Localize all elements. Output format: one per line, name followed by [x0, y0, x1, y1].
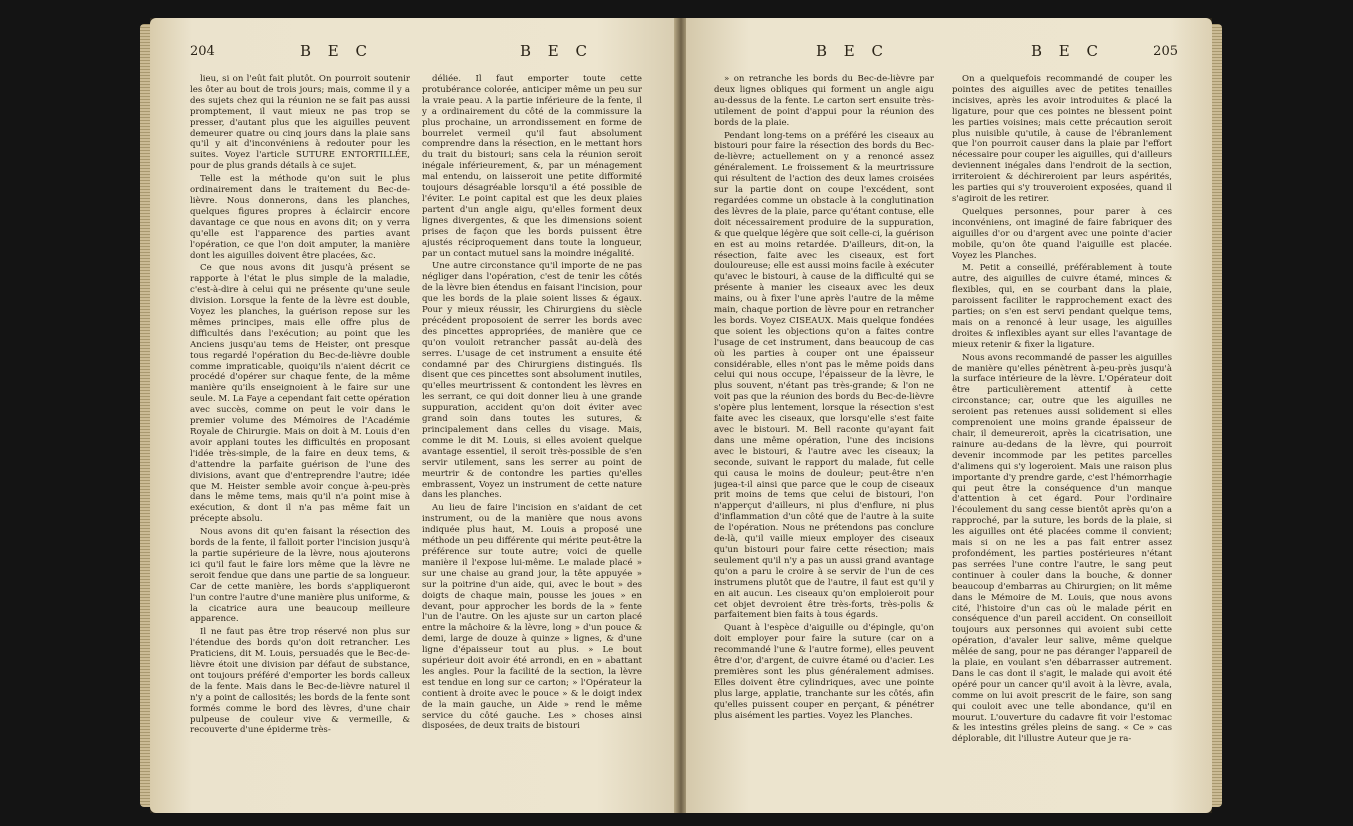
- paragraph: Quant à l'espèce d'aiguille ou d'épingle, qu'on doit employer pour faire la suture (car on a recommandé l'une & l'autre forme), elles peuvent être d'or, d'argent, de cuivre étamé ou d'acier. Les premières sont les plus généralement admises. Elles doivent être cylindriques, avec une pointe plus large, applatie, tranchante sur les côtés, afin qu'elles puissent couper en perçant, & pénétrer plus aisément les parties. Voyez les Planches.: [714, 623, 934, 721]
- paragraph: déliée. Il faut emporter toute cette protubérance colorée, anticiper même un peu sur la vraie peau. A la partie inférieure de la fente, il y a ordinairement du côté de la commissure la plus prochaine, un arrondissement en forme de bourrelet vermeil qu'il faut absolument comprendre dans la résection, en le mettant hors du trait du bistouri; sans cela la réunion seroit inégale inférieurement, &, par un ménagement mal entendu, on laisseroit une petite difformité toujours désagréable lorsqu'il a été possible de l'éviter. Le point capital est que les deux plaies partent d'un angle aigu, qu'elles forment deux lignes divergentes, & que les dimensions soient prises de façon que les bords puissent être ajustés réciproquement dans toute la longueur, par un contact mutuel sans la moindre inégalité.: [422, 74, 642, 259]
- paragraph: Quelques personnes, pour parer à ces inconvéniens, ont imaginé de faire fabriquer des aiguilles d'or ou d'argent avec une pointe d'acier mobile, qu'on ôte quand l'aiguille est placée. Voyez les Planches.: [952, 206, 1172, 261]
- left-running-head-2: B E C: [520, 42, 593, 60]
- paragraph: Pendant long-tems on a préféré les ciseaux au bistouri pour faire la résection des bords du Bec-de-lièvre; actuellement on y a renoncé assez généralement. Le froissement & la meurtrissure qui résultent de l'action des deux lames croisées sur la partie dont on coupe l'excédent, sont regardées comme un obstacle à la conglutination des lèvres de la plaie, parce qu'étant contuse, elle doit nécessairement produire de la suppuration, & que quelque légère que soit celle-ci, la guérison en est au moins retardée. D'ailleurs, dit-on, la résection, faite avec les ciseaux, est fort douloureuse; elle est aussi moins facile à exécuter qu'avec le bistouri, à cause de la difficulté qui se présente à manier les ciseaux avec les deux mains, ou à fixer l'une après l'autre de la même main, chaque portion de lèvre pour en retrancher les bords. Voyez CISEAUX. Mais quelque fondées que soient les objections qu'on a faites contre l'usage de cet instrument, dans beaucoup de cas où les parties à couper ont une épaisseur considérable, elles n'ont pas le même poids dans celui qui nous occupe, l'épaisseur de la lèvre, le plus souvent, n'étant pas très-grande; & l'on ne voit pas que la réunion des bords du Bec-de-lièvre s'opère plus lentement, lorsque la résection s'est faite avec les ciseaux, que lorsqu'elle s'est faite avec le bistouri. M. Bell raconte qu'ayant fait dans une même opération, l'une des incisions avec le bistouri, & l'autre avec les ciseaux; la seconde, suivant le rapport du malade, fut celle qui causa le moins de douleur; peut-être n'en jugea-t-il ainsi que parce que le coup de ciseaux prit moins de tems que celui de bistouri, l'on n'apperçut d'ailleurs, ni plus d'enflure, ni plus d'inflammation d'un côté que de l'autre à la suite de l'opération. Nous ne prétendons pas conclure de-là, qu'il vaille mieux employer des ciseaux qu'un bistouri pour faire cette résection; mais seulement qu'il n'y a pas un aussi grand avantage qu'on a paru le croire à se servir de l'un de ces instrumens plutôt que de l'autre, il faut est qu'il y en ait aucun. Les ciseaux qu'on emploieroit pour cet objet devroient être très-forts, très-polis & parfaitement bien faits à tous égards.: [714, 130, 934, 621]
- paragraph: Nous avons dit qu'en faisant la résection des bords de la fente, il falloit porter l'incision jusqu'à la partie supérieure de la lèvre, nous ajouterons ici qu'il faut le faire lors même que la lèvre ne seroit fendue que dans une partie de sa longueur. Car de cette manière, les bords s'appliqueront l'un contre l'autre d'une manière plus uniforme, & la cicatrice aura une beaucoup meilleure apparence.: [190, 527, 410, 625]
- right-page-number: 205: [1153, 44, 1178, 59]
- right-running-head-1: B E C: [816, 42, 889, 60]
- left-running-head-1: B E C: [300, 42, 373, 60]
- paragraph: Il ne faut pas être trop réservé non plus sur l'étendue des bords qu'on doit retrancher. Les Praticiens, dit M. Louis, persuadés que le Bec-de-lièvre étoit une division par défaut de substance, ont toujours préféré d'emporter les bords calleux de la fente. Mais dans le Bec-de-lièvre naturel il n'y a point de callosités; les bords de la fente sont formés comme le bord des lèvres, d'une chair pulpeuse de couleur vive & vermeille, & recouverte d'une épiderme très-: [190, 627, 410, 736]
- paragraph: lieu, si on l'eût fait plutôt. On pourroit soutenir les ôter au bout de trois jours; mais, comme il y a des sujets chez qui la réunion ne se fait pas aussi promptement, il vaut mieux ne pas trop se presser, d'autant plus que les aiguilles peuvent demeurer quatre ou cinq jours dans la plaie sans qu'il y ait d'inconvéniens à redouter pour les suites. Voyez l'article SUTURE ENTORTILLÉE, pour de plus grands détails à ce sujet.: [190, 74, 410, 172]
- left-page-column-1: [190, 74, 410, 794]
- right-running-head-2: B E C: [1031, 42, 1104, 60]
- paragraph: M. Petit a conseillé, préférablement à toute autre, des aiguilles de cuivre étamé, minces & flexibles, qui, en se courbant dans la plaie, paroissent faciliter le rapprochement exact des parties; on s'en est servi pendant quelque tems, mais on a renoncé à leur usage, les aiguilles droites & inflexibles ayant sur elles l'avantage de mieux retenir & fixer la ligature.: [952, 263, 1172, 350]
- paragraph: Nous avons recommandé de passer les aiguilles de manière qu'elles pénètrent à-peu-près jusqu'à la surface intérieure de la lèvre. L'Opérateur doit être particulièrement attentif à cette circonstance; car, outre que les aiguilles ne seroient pas retenues aussi solidement si elles comprenoient une moins grande épaisseur de chair, il demeureroit, après la cicatrisation, une rainure au-dedans de la lèvre, qui pourroit devenir incommode par les petites parcelles d'alimens qui s'y logeroient. Mais une raison plus importante d'y prendre garde, c'est l'hémorrhagie qui peut être la conséquence d'un manque d'attention à cet égard. Pour l'ordinaire l'écoulement du sang cesse bientôt après qu'on a rapproché, par la suture, les bords de la plaie, si les aiguilles ont été placées comme il convient; mais si on ne les a pas fait entrer assez profondément, les parties postérieures n'étant pas serrées l'une contre l'autre, le sang peut continuer à couler dans la bouche, & donner beaucoup d'embarras au Chirurgien; on lit même dans le Mémoire de M. Louis, que nous avons cité, l'histoire d'un cas où le malade périt en conséquence d'un pareil accident. On conseilloit toujours aux personnes qui avoient subi cette opération, d'avaler leur salive, même quelque mêlée de sang, pour ne pas déranger l'appareil de la plaie, en voulant s'en débarrasser autrement. Dans le cas dont il s'agit, le malade qui avoit été opéré pour un cancer qu'il avoit à la lèvre, avala, comme on lui avoit prescrit de le faire, son sang qui couloit avec une telle abondance, qu'il en mourut. L'ouverture du cadavre fit voir l'estomac & les intestins gréles pleins de sang. « Ce » cas déplorable, dit l'illustre Auteur que je ra-: [952, 352, 1172, 745]
- right-page: [686, 18, 1212, 813]
- open-book: [150, 18, 1212, 813]
- paragraph: Au lieu de faire l'incision en s'aidant de cet instrument, ou de la manière que nous avons indiquée plus haut, M. Louis a proposé une méthode un peu différente qui mérite peut-être la préférence sur toute autre; voici de quelle manière il l'expose lui-même. Le malade placé » sur une chaise au grand jour, la tête appuyée » sur la poitrine d'un aide, qui, avec le bout » des doigts de chaque main, pousse les joues » en devant, pour approcher les bords de la » fente l'un de l'autre. On les ajuste sur un carton placé entre la mâchoire & la lèvre, long » d'un pouce & demi, large de douze à quinze » lignes, & d'une ligne d'épaisseur tout au plus. » Le bout supérieur doit avoir été arrondi, en en » abattant les angles. Pour la facilité de la section, la lèvre est tendue en long sur ce carton; » l'Opérateur la contient à droite avec le pouce » & le doigt index de la main gauche, un Aide » rend le même service du côté gauche. Les » choses ainsi disposées, de deux traits de bistouri: [422, 503, 642, 732]
- paragraph: Telle est la méthode qu'on suit le plus ordinairement dans le traitement du Bec-de-lièvre. Nous donnerons, dans les planches, quelques figures propres à éclaircir encore davantage ce que nous en avons dit; on y verra qu'elle est l'apparence des parties avant l'opération, ce que l'on doit amputer, la manière dont les aiguilles doivent être placées, &c.: [190, 174, 410, 261]
- right-page-column-1: [714, 74, 934, 794]
- paragraph: » on retranche les bords du Bec-de-lièvre par deux lignes obliques qui forment un angle aigu au-dessus de la fente. Le carton sert ensuite très-utilement de point d'appui pour la réunion des bords de la plaie.: [714, 74, 934, 128]
- left-page-column-2: [422, 74, 642, 794]
- right-page-column-2: [952, 74, 1172, 794]
- left-page: [150, 18, 676, 813]
- paragraph: Ce que nous avons dit jusqu'à présent se rapporte à l'état le plus simple de la maladie, c'est-à-dire à celui qui ne présente qu'une seule division. Lorsque la fente de la lèvre est double, Voyez les planches, la guérison repose sur les mêmes principes, mais elle offre plus de difficultés dans l'exécution; au point que les Anciens jusqu'au tems de Heister, ont presque tous regardé l'opération du Bec-de-lièvre double comme impraticable, quoiqu'ils n'aient décrit ce procédé d'opérer sur chaque fente, de la même manière qu'ils enseignoient à le faire sur une seule. M. La Faye a cependant fait cette opération avec succès, comme on peut le voir dans le premier volume des Mémoires de l'Académie Royale de Chirurgie. Mais on doit à M. Louis d'en avoir applani toutes les difficultés en proposant l'idée très-simple, de la faire en deux tems, & d'attendre la parfaite guérison de l'une des divisions, avant que d'entreprendre l'autre; idée que M. Heister semble avoir conçue à-peu-près dans le même tems, mais qu'il n'a point mise à exécution, & dont il n'a pas même fait un précepte absolu.: [190, 263, 410, 525]
- paragraph: Une autre circonstance qu'il importe de ne pas négliger dans l'opération, c'est de tenir les côtés de la lèvre bien étendus en faisant l'incision, pour que les bords de la plaie soient lisses & égaux. Pour y mieux réussir, les Chirurgiens du siècle précédent proposoient de serrer les bords avec des pincettes appropriées, de manière que ce qu'on vouloit retrancher passât au-delà des serres. L'usage de cet instrument a ensuite été condamné par des Chirurgiens distingués. Ils disent que ces pincettes sont absolument inutiles, qu'elles meurtrissent & contondent les lèvres en les serrant, ce qui doit donner lieu à une grande suppuration, accident qu'on doit éviter avec grand soin dans toutes les sutures, & principalement dans celles du visage. Mais, comme le dit M. Louis, si elles avoient quelque avantage essentiel, il seroit très-possible de s'en servir utilement, sans les serrer au point de meurtrir & de contondre les parties qu'elles embrassent, Voyez un instrument de cette nature dans les planches.: [422, 261, 642, 501]
- left-page-number: 204: [190, 44, 215, 59]
- paragraph: On a quelquefois recommandé de couper les pointes des aiguilles avec de petites tenailles incisives, après les avoir introduites & placé la ligature, pour que ces pointes ne blessent point les parties voisines; mais cette précaution seroit plus nuisible qu'utile, à cause de l'ébranlement que l'on pourroit causer dans la plaie par l'effort nécessaire pour couper les aiguilles, qui d'ailleurs deviennent inégales dans l'endroit de la section, irriteroient & déchireroient par leurs aspérités, les parties qui s'y trouveroient exposées, quand il s'agiroit de les retirer.: [952, 74, 1172, 204]
